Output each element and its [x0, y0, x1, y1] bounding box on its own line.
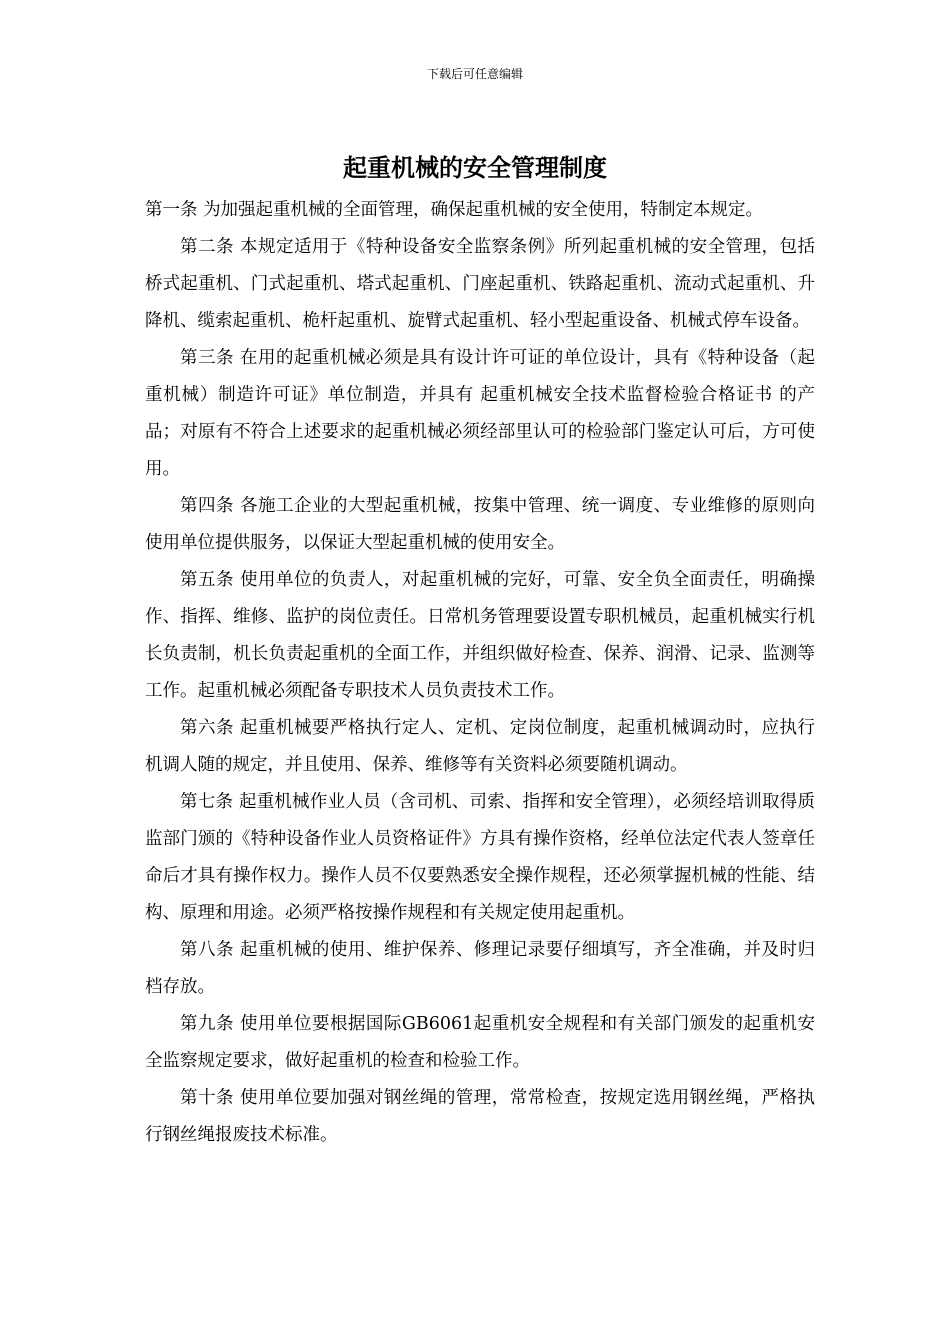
article-1: 第一条 为加强起重机械的全面管理，确保起重机械的安全使用，特制定本规定。: [145, 200, 764, 220]
article-9: 第九条 使用单位要根据国际GB6061起重机安全规程和有关部门颁发的起重机安全监察规定要求，做好起重机的检查和检验工作。: [145, 1014, 815, 1071]
article-8: 第八条 起重机械的使用、维护保养、修理记录要仔细填写，齐全准确，并及时归档存放。: [145, 940, 815, 997]
article-4: 第四条 各施工企业的大型起重机械，按集中管理、统一调度、专业维修的原则向使用单位提供服务，以保证大型起重机械的使用安全。: [145, 496, 815, 553]
document-body: [145, 192, 815, 1154]
article-6: 第六条 起重机械要严格执行定人、定机、定岗位制度，起重机械调动时，应执行机调人随的规定，并且使用、保养、维修等有关资料必须要随机调动。: [145, 718, 815, 775]
document-title: 起重机械的安全管理制度: [343, 153, 607, 182]
article-3: 第三条 在用的起重机械必须是具有设计许可证的单位设计，具有《特种设备（起重机械）制造许可证》单位制造，并具有 起重机械安全技术监督检验合格证书 的产品；对原有不符合上述要求的起重机械必须经部里认可的检验部门鉴定认可后，方可使用。: [145, 348, 815, 479]
article-10: 第十条 使用单位要加强对钢丝绳的管理，常常检查，按规定选用钢丝绳，严格执行钢丝绳报废技术标准。: [145, 1088, 815, 1145]
article-7: 第七条 起重机械作业人员（含司机、司索、指挥和安全管理），必须经培训取得质监部门颁的《特种设备作业人员资格证件》方具有操作资格，经单位法定代表人签章任命后才具有操作权力。操作人员不仅要熟悉安全操作规程，还必须掌握机械的性能、结构、原理和用途。必须严格按操作规程和有关规定使用起重机。: [145, 792, 815, 923]
article-5: 第五条 使用单位的负责人，对起重机械的完好，可靠、安全负全面责任，明确操作、指挥、维修、监护的岗位责任。日常机务管理要设置专职机械员，起重机械实行机长负责制，机长负责起重机的全面工作，并组织做好检查、保养、润滑、记录、监测等工作。起重机械必须配备专职技术人员负责技术工作。: [145, 570, 815, 701]
header-note: 下载后可任意编辑: [426, 67, 523, 81]
article-2: 第二条 本规定适用于《特种设备安全监察条例》所列起重机械的安全管理，包括桥式起重机、门式起重机、塔式起重机、门座起重机、铁路起重机、流动式起重机、升降机、缆索起重机、桅杆起重机、旋臂式起重机、轻小型起重设备、机械式停车设备。: [145, 237, 815, 331]
